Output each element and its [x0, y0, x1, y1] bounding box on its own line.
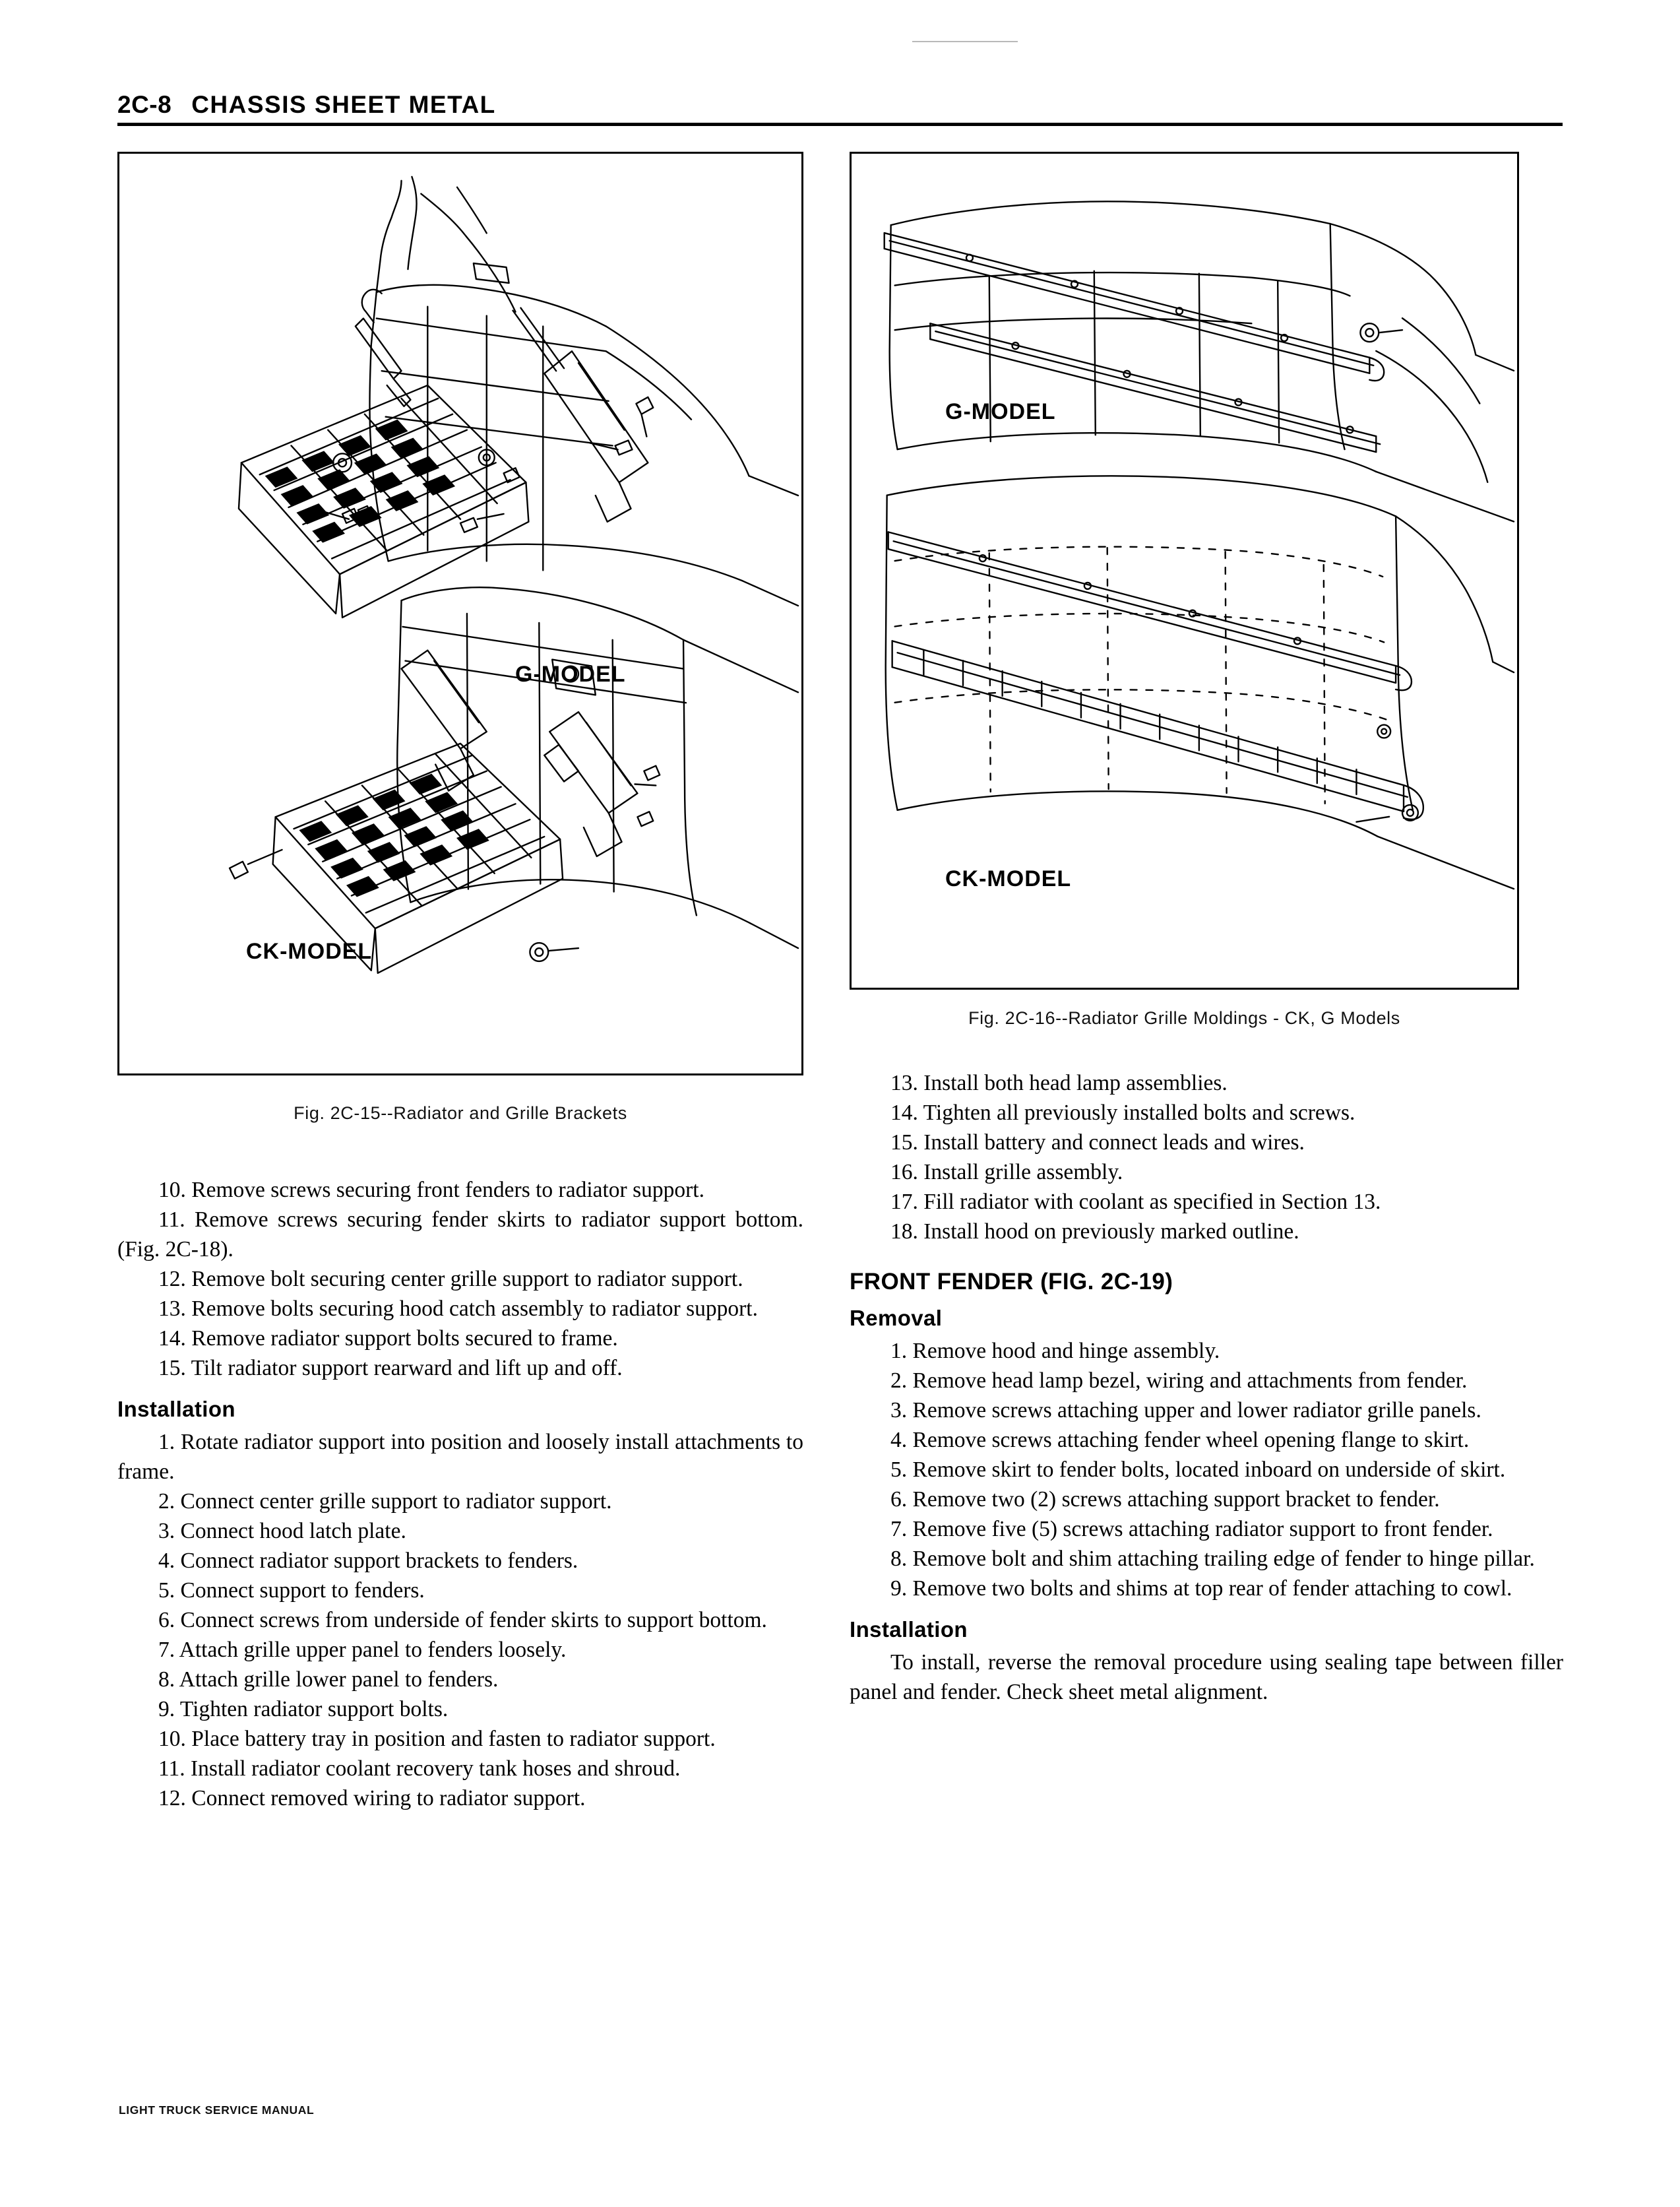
installation-step: 18. Install hood on previously marked outline. — [890, 1219, 1299, 1244]
installation-step: 12. Connect removed wiring to radiator support. — [158, 1786, 586, 1811]
right-column — [850, 152, 1563, 1707]
installation-step: 13. Install both head lamp assemblies. — [890, 1071, 1228, 1095]
left-column-text — [117, 1175, 803, 1813]
installation-step: 14. Tighten all previously installed bolts and screws. — [890, 1101, 1355, 1126]
installation-step: 4. Connect radiator support brackets to fenders. — [158, 1548, 578, 1573]
removal-step: 2. Remove head lamp bezel, wiring and attachments from fender. — [890, 1368, 1468, 1393]
removal-step: 5. Remove skirt to fender bolts, located inboard on underside of skirt. — [890, 1457, 1506, 1482]
installation-step: 2. Connect center grille support to radiator support. — [158, 1488, 612, 1514]
figure-2c-16 — [850, 152, 1519, 990]
figure-2c-15-artwork — [119, 154, 801, 1073]
page-title: CHASSIS SHEET METAL — [191, 91, 496, 118]
scan-artifact-line — [912, 41, 1018, 42]
figure-2c-15 — [117, 152, 803, 1075]
page-header — [117, 78, 1562, 119]
installation-step: 8. Attach grille lower panel to fenders. — [158, 1667, 499, 1692]
installation-step: 17. Fill radiator with coolant as specified in Section 13. — [890, 1190, 1381, 1215]
figure-2c-16-artwork — [852, 154, 1517, 988]
installation-step: 3. Connect hood latch plate. — [158, 1518, 406, 1543]
figure-2c-15-label-g-model: G-MODEL — [515, 662, 626, 687]
removal-step: 11. Remove screws securing fender skirts to radiator support bottom. (Fig. 2C-18). — [117, 1207, 803, 1262]
removal-heading: Removal — [850, 1306, 943, 1331]
figure-2c-15-label-ck-model: CK-MODEL — [246, 939, 373, 964]
removal-step: 6. Remove two (2) screws attaching support bracket to fender. — [890, 1487, 1440, 1512]
page-number: 2C-8 — [117, 91, 172, 118]
figure-2c-16-label-ck-model: CK-MODEL — [945, 866, 1072, 891]
removal-step: 13. Remove bolts securing hood catch assembly to radiator support. — [158, 1296, 758, 1322]
installation-step: 7. Attach grille upper panel to fenders loosely. — [158, 1638, 567, 1663]
installation-step: 15. Install battery and connect leads and wires. — [890, 1130, 1305, 1155]
installation-step: 1. Rotate radiator support into position and loosely install attachments to frame. — [117, 1429, 803, 1484]
header-divider — [117, 123, 1563, 126]
removal-step: 8. Remove bolt and shim attaching trailing edge of fender to hinge pillar. — [890, 1547, 1535, 1572]
installation-step: 16. Install grille assembly. — [890, 1160, 1123, 1185]
removal-step: 14. Remove radiator support bolts secured to frame. — [158, 1326, 618, 1351]
installation-step: 11. Install radiator coolant recovery tank hoses and shroud. — [158, 1756, 681, 1781]
section-heading-front-fender: FRONT FENDER (FIG. 2C-19) — [850, 1269, 1173, 1295]
removal-step: 3. Remove screws attaching upper and lower radiator grille panels. — [890, 1397, 1481, 1423]
figure-2c-16-label-g-model: G-MODEL — [945, 399, 1056, 424]
removal-step: 10. Remove screws securing front fenders to radiator support. — [158, 1178, 704, 1202]
figure-2c-15-caption: Fig. 2C-15--Radiator and Grille Brackets — [294, 1103, 627, 1123]
installation-step: 9. Tighten radiator support bolts. — [158, 1697, 449, 1722]
removal-step: 12. Remove bolt securing center grille support to radiator support. — [158, 1267, 743, 1292]
left-column — [117, 152, 803, 1813]
installation-heading: Installation — [117, 1397, 235, 1422]
right-column-text — [850, 1068, 1563, 1707]
installation-step: 10. Place battery tray in position and fasten to radiator support. — [158, 1727, 716, 1752]
removal-step: 4. Remove screws attaching fender wheel opening flange to skirt. — [890, 1427, 1470, 1452]
footer-manual-name: LIGHT TRUCK SERVICE MANUAL — [119, 2103, 315, 2117]
removal-step: 1. Remove hood and hinge assembly. — [890, 1338, 1220, 1363]
removal-step: 9. Remove two bolts and shims at top rear of fender attaching to cowl. — [890, 1576, 1512, 1601]
removal-step: 15. Tilt radiator support rearward and lift up and off. — [158, 1356, 623, 1381]
installation-paragraph: To install, reverse the removal procedure using sealing tape between filler panel and fender. Check sheet metal alignment. — [850, 1649, 1563, 1704]
installation-step: 6. Connect screws from underside of fender skirts to support bottom. — [158, 1607, 767, 1632]
removal-step: 7. Remove five (5) screws attaching radiator support to front fender. — [890, 1517, 1493, 1541]
installation-heading-2: Installation — [850, 1617, 968, 1642]
installation-step: 5. Connect support to fenders. — [158, 1578, 425, 1603]
figure-2c-16-caption: Fig. 2C-16--Radiator Grille Moldings - CK, G Models — [968, 1008, 1400, 1028]
